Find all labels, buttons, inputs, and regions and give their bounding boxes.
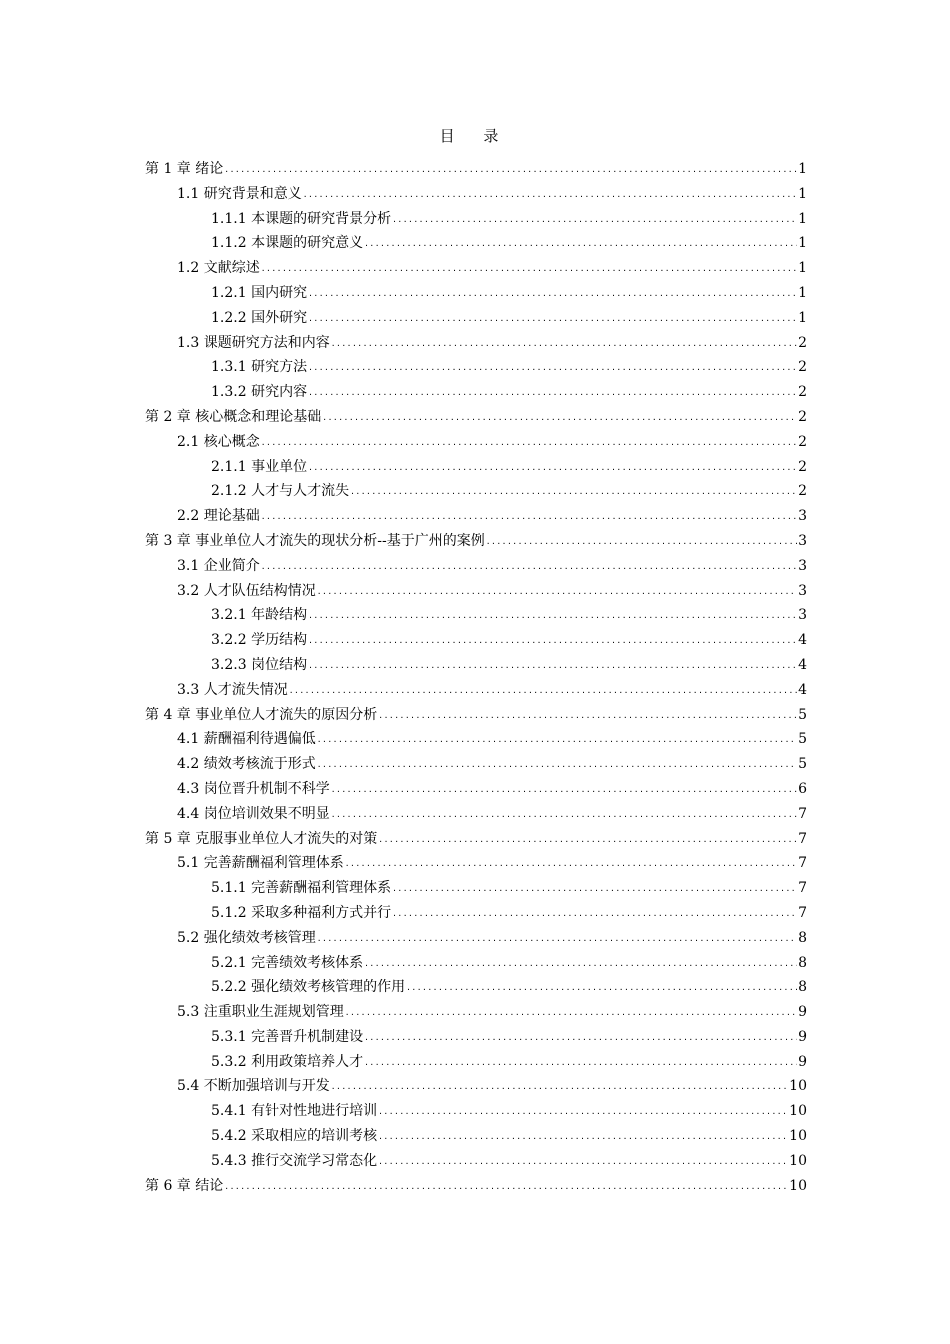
toc-dot-leader [364,960,797,968]
toc-entry-page-number: 2 [798,408,807,425]
toc-entry-label: 5.4.2 采取相应的培训考核 [211,1128,378,1145]
toc-entry-page-number: 1 [798,309,807,326]
toc-entry[interactable] [145,1050,807,1075]
toc-entry[interactable] [145,157,807,182]
toc-entry[interactable] [145,504,807,529]
toc-entry-label: 5.4.3 推行交流学习常态化 [211,1152,378,1169]
toc-dot-leader [308,389,797,397]
toc-entry[interactable] [145,479,807,504]
toc-entry-page-number: 2 [798,433,807,450]
toc-entry-page-number: 7 [798,805,807,822]
toc-entry-page-number: 1 [798,235,807,252]
toc-entry-page-number: 6 [798,780,807,797]
toc-entry-page-number: 3 [798,557,807,574]
toc-entry-label: 第 4 章 事业单位人才流失的原因分析 [145,706,378,723]
toc-dot-leader [331,1083,788,1091]
toc-entry-label: 5.3 注重职业生涯规划管理 [177,1004,344,1021]
toc-dot-leader [303,191,797,199]
toc-entry-page-number: 2 [798,458,807,475]
toc-entry[interactable] [145,182,807,207]
toc-entry[interactable] [145,1074,807,1099]
toc-entry[interactable] [145,926,807,951]
toc-entry-label: 5.1 完善薪酬福利管理体系 [177,855,344,872]
toc-entry[interactable] [145,901,807,926]
toc-entry-page-number: 2 [798,334,807,351]
toc-entry-page-number: 9 [798,1004,807,1021]
toc-entry-label: 1.1.2 本课题的研究意义 [211,235,364,252]
toc-entry[interactable] [145,1174,807,1199]
toc-dot-leader [364,1059,797,1067]
toc-dot-leader [392,885,797,893]
toc-entry-page-number: 9 [798,1028,807,1045]
toc-dot-leader [261,563,797,571]
toc-entry-page-number: 10 [789,1103,807,1120]
toc-entry-label: 5.2 强化绩效考核管理 [177,929,316,946]
toc-dot-leader [486,538,797,546]
toc-dot-leader [317,588,797,596]
toc-entry-label: 1.2.1 国内研究 [211,284,308,301]
toc-entry[interactable] [145,405,807,430]
toc-entry[interactable] [145,256,807,281]
toc-entry-page-number: 9 [798,1053,807,1070]
toc-entry-label: 3.3 人才流失情况 [177,681,288,698]
toc-entry-page-number: 2 [798,483,807,500]
toc-entry[interactable] [145,603,807,628]
toc-entry-page-number: 4 [798,681,807,698]
toc-entry-label: 2.1.2 人才与人才流失 [211,483,350,500]
toc-dot-leader [289,687,797,695]
toc-entry-label: 第 5 章 克服事业单位人才流失的对策 [145,830,378,847]
toc-dot-leader [378,1133,788,1141]
toc-entry[interactable] [145,207,807,232]
toc-dot-leader [331,786,797,794]
toc-entry[interactable] [145,876,807,901]
toc-dot-leader [350,488,797,496]
toc-dot-leader [308,364,797,372]
toc-entry-label: 5.4 不断加强培训与开发 [177,1078,330,1095]
toc-entry-label: 2.1.1 事业单位 [211,458,308,475]
toc-entry-label: 5.1.2 采取多种福利方式并行 [211,904,392,921]
toc-entry-label: 第 1 章 绪论 [145,161,224,177]
toc-dot-leader [308,637,797,645]
toc-entry-label: 5.3.2 利用政策培养人才 [211,1053,364,1070]
toc-entry-page-number: 10 [789,1078,807,1095]
toc-entry[interactable] [145,802,807,827]
toc-entry[interactable] [145,975,807,1000]
toc-dot-leader [224,1183,788,1191]
toc-dot-leader [261,439,797,447]
toc-entry-page-number: 3 [798,607,807,624]
toc-dot-leader [308,315,797,323]
toc-entry[interactable] [145,752,807,777]
toc-dot-leader [378,1108,788,1116]
toc-dot-leader [364,1034,797,1042]
toc-title: 目 录 [439,127,511,145]
toc-entry[interactable] [145,1124,807,1149]
toc-entry-page-number: 8 [798,979,807,996]
toc-entry-label: 3.2.3 岗位结构 [211,656,308,673]
toc-entry-page-number: 1 [798,260,807,277]
toc-entry-page-number: 4 [798,632,807,649]
toc-dot-leader [378,1158,788,1166]
toc-entry-label: 1.2.2 国外研究 [211,309,308,326]
toc-entry-page-number: 3 [798,508,807,525]
toc-entry-label: 2.1 核心概念 [177,433,260,450]
toc-entry[interactable] [145,777,807,802]
toc-entry[interactable] [145,306,807,331]
toc-entry-label: 3.2.2 学历结构 [211,632,308,649]
toc-entry[interactable] [145,703,807,728]
toc-entry-label: 5.4.1 有针对性地进行培训 [211,1103,378,1120]
toc-entry[interactable] [145,430,807,455]
toc-dot-leader [345,1009,797,1017]
toc-entry-page-number: 10 [789,1177,807,1194]
toc-dot-leader [308,464,797,472]
toc-dot-leader [406,984,797,992]
toc-entry-label: 2.2 理论基础 [177,508,260,525]
toc-entry-label: 4.1 薪酬福利待遇偏低 [177,731,316,748]
toc-entry[interactable] [145,951,807,976]
toc-entry-label: 4.4 岗位培训效果不明显 [177,805,330,822]
toc-entry[interactable] [145,678,807,703]
toc-entry-label: 3.2.1 年龄结构 [211,607,308,624]
toc-dot-leader [308,662,797,670]
toc-entry-label: 1.1 研究背景和意义 [177,185,302,202]
toc-entry-page-number: 7 [798,904,807,921]
toc-entry-label: 5.1.1 完善薪酬福利管理体系 [211,880,392,897]
toc-dot-leader [364,240,797,248]
toc-entry-page-number: 2 [798,359,807,376]
toc-entry-label: 3.2 人才队伍结构情况 [177,582,316,599]
toc-dot-leader [317,761,797,769]
toc-entry-label: 第 6 章 结论 [145,1177,224,1194]
toc-entry[interactable] [145,529,807,554]
toc-entry-page-number: 8 [798,954,807,971]
toc-dot-leader [378,712,797,720]
toc-entry-page-number: 7 [798,855,807,872]
toc-entry-page-number: 1 [798,161,807,177]
toc-entry[interactable] [145,851,807,876]
toc-entry-page-number: 1 [798,210,807,227]
toc-entry[interactable] [145,455,807,480]
toc-entry-page-number: 7 [798,830,807,847]
toc-entry[interactable] [145,727,807,752]
toc-dot-leader [322,414,797,422]
toc-entry[interactable] [145,579,807,604]
toc-entry-label: 第 3 章 事业单位人才流失的现状分析--基于广州的案例 [145,532,485,549]
toc-dot-leader [378,836,797,844]
toc-dot-leader [317,935,797,943]
toc-entry[interactable] [145,827,807,852]
toc-dot-leader [261,513,797,521]
toc-dot-leader [261,265,797,273]
toc-entry-page-number: 10 [789,1128,807,1145]
toc-dot-leader [345,860,797,868]
toc-dot-leader [308,612,797,620]
toc-entry-page-number: 1 [798,284,807,301]
toc-entry[interactable] [145,281,807,306]
toc-entry-label: 1.1.1 本课题的研究背景分析 [211,210,392,227]
toc-entry[interactable] [145,355,807,380]
toc-entry-label: 5.2.1 完善绩效考核体系 [211,954,364,971]
toc-entry-page-number: 3 [798,532,807,549]
toc-entry[interactable] [145,1000,807,1025]
toc-entry-page-number: 8 [798,929,807,946]
toc-entry-label: 4.3 岗位晋升机制不科学 [177,780,330,797]
toc-dot-leader [331,340,797,348]
toc-entry[interactable] [145,653,807,678]
toc-entry-label: 5.2.2 强化绩效考核管理的作用 [211,979,406,996]
toc-entry-page-number: 4 [798,656,807,673]
toc-entry-page-number: 10 [789,1152,807,1169]
toc-entry[interactable] [145,331,807,356]
toc-dot-leader [224,166,797,174]
toc-entry-page-number: 5 [798,731,807,748]
toc-entry-label: 4.2 绩效考核流于形式 [177,756,316,773]
toc-entry[interactable] [145,380,807,405]
toc-dot-leader [317,736,797,744]
toc-dot-leader [308,290,797,298]
toc-entry-label: 5.3.1 完善晋升机制建设 [211,1028,364,1045]
toc-entry-page-number: 5 [798,706,807,723]
toc-entry[interactable] [145,554,807,579]
toc-entry-label: 3.1 企业简介 [177,557,260,574]
table-of-contents [145,157,807,1198]
toc-entry[interactable] [145,1099,807,1124]
toc-entry[interactable] [145,1149,807,1174]
toc-entry-page-number: 3 [798,582,807,599]
toc-entry-page-number: 5 [798,756,807,773]
toc-entry[interactable] [145,231,807,256]
toc-entry-label: 第 2 章 核心概念和理论基础 [145,408,322,425]
toc-entry-page-number: 7 [798,880,807,897]
toc-dot-leader [392,910,797,918]
toc-entry-page-number: 1 [798,185,807,202]
toc-dot-leader [331,811,797,819]
toc-entry-label: 1.3.2 研究内容 [211,384,308,401]
toc-dot-leader [392,216,797,224]
toc-entry[interactable] [145,1025,807,1050]
toc-entry-label: 1.3.1 研究方法 [211,359,308,376]
toc-entry[interactable] [145,628,807,653]
toc-entry-page-number: 2 [798,384,807,401]
toc-entry-label: 1.2 文献综述 [177,260,260,277]
toc-entry-label: 1.3 课题研究方法和内容 [177,334,330,351]
